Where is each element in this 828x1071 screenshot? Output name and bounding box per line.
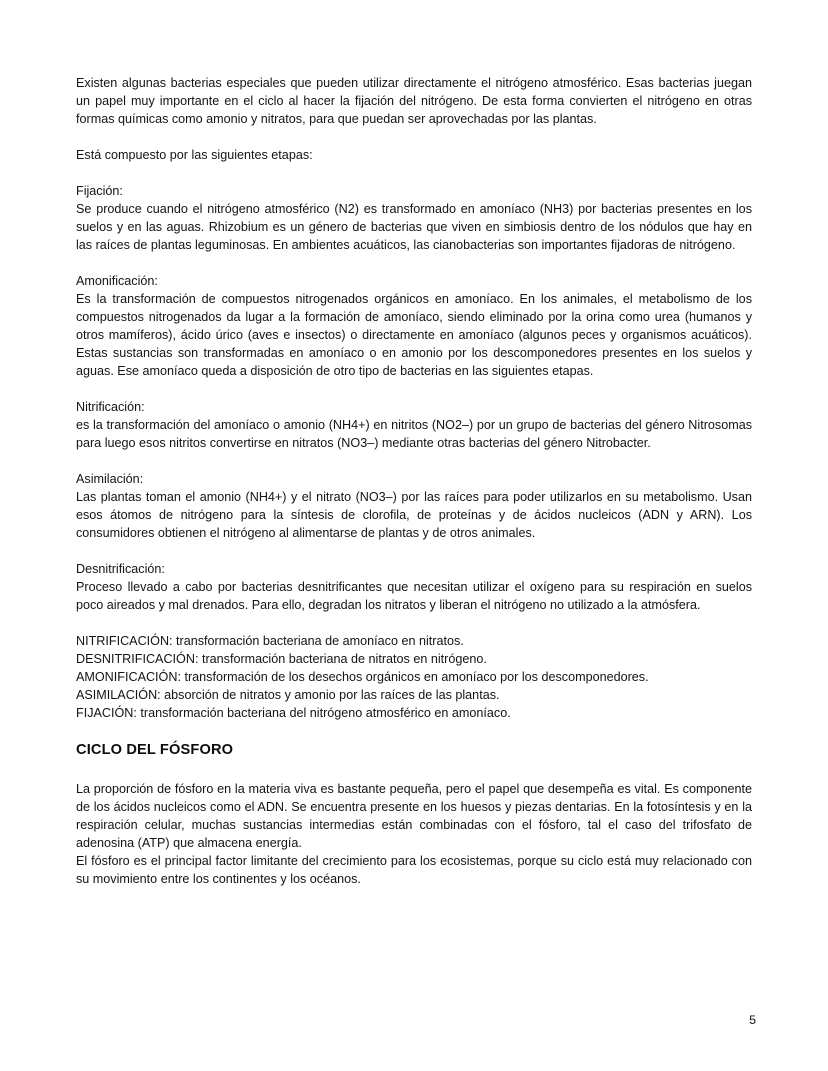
stage-desnitrificacion-text: Proceso llevado a cabo por bacterias desnitrificantes que necesitan utilizar el oxígeno para su respiración en suelos poco aireados y mal drenados. Para ello, degradan los nitratos y liberan el nitrógeno no utilizado a la atmósfera. — [76, 580, 752, 612]
stage-asimilacion-text: Las plantas toman el amonio (NH4+) y el nitrato (NO3–) por las raíces para poder utilizarlos en su metabolismo. Usan esos átomos de nitrógeno para la síntesis de clorofila, de proteínas y de ácidos nucleicos (ADN y ARN). Los consumidores obtienen el nitrógeno al alimentarse de plantas y de otros animales. — [76, 490, 752, 540]
stage-asimilacion-label: Asimilación: — [76, 472, 144, 486]
stage-nitrificacion-text: es la transformación del amoníaco o amonio (NH4+) en nitritos (NO2–) por un grupo de bacterias del género Nitrosomas para luego esos nitritos convertirse en nitratos (NO3–) mediante otras bacterias del género Nitrobacter. — [76, 418, 752, 450]
stage-fijacion-label: Fijación: — [76, 184, 123, 198]
definition-desnitrificacion: DESNITRIFICACIÓN: transformación bacteriana de nitratos en nitrógeno. — [76, 652, 487, 666]
stage-fijacion-text: Se produce cuando el nitrógeno atmosférico (N2) es transformado en amoníaco (NH3) por bacterias presentes en los suelos y en las aguas. Rhizobium es un género de bacterias que viven en simbiosis dentro de los nódulos que hay en las raíces de plantas leguminosas. En ambientes acuáticos, las cianobacterias son importantes fijadoras de nitrógeno. — [76, 202, 752, 252]
page-content — [76, 74, 752, 888]
stage-amonificacion-text: Es la transformación de compuestos nitrogenados orgánicos en amoníaco. En los animales, el metabolismo de los compuestos nitrogenados da lugar a la formación de amoníaco, siendo eliminado por la orina como urea (humanos y otros mamíferos), ácido úrico (aves e insectos) o directamente en amoníaco (algunos peces y organismos acuáticos). Estas sustancias son transformadas en amoníaco o en amonio por los descomponedores presentes en los suelos y aguas. Ese amoníaco queda a disposición de otro tipo de bacterias en las siguientes etapas. — [76, 292, 752, 378]
stage-fijacion — [76, 182, 752, 254]
paragraph-stages-intro: Está compuesto por las siguientes etapas: — [76, 148, 313, 162]
stage-nitrificacion — [76, 398, 752, 452]
stage-amonificacion-label: Amonificación: — [76, 274, 158, 288]
stage-desnitrificacion-label: Desnitrificación: — [76, 562, 165, 576]
page-number: 5 — [749, 1013, 756, 1027]
phosphorus-paragraph-2: El fósforo es el principal factor limitante del crecimiento para los ecosistemas, porque su ciclo está muy relacionado con su movimiento entre los continentes y los océanos. — [76, 854, 752, 886]
definition-fijacion: FIJACIÓN: transformación bacteriana del nitrógeno atmosférico en amoníaco. — [76, 706, 511, 720]
stage-asimilacion — [76, 470, 752, 542]
paragraph-intro: Existen algunas bacterias especiales que pueden utilizar directamente el nitrógeno atmosférico. Esas bacterias juegan un papel muy importante en el ciclo al hacer la fijación del nitrógeno. De esta forma convierten el nitrógeno en otras formas químicas como amonio y nitratos, para que puedan ser aprovechadas por las plantas. — [76, 76, 752, 126]
stage-nitrificacion-label: Nitrificación: — [76, 400, 145, 414]
phosphorus-paragraph-1: La proporción de fósforo en la materia viva es bastante pequeña, pero el papel que desempeña es vital. Es componente de los ácidos nucleicos como el ADN. Se encuentra presente en los huesos y piezas dentarias. En la fotosíntesis y en la respiración celular, muchas sustancias intermedias están combinadas con el fósforo, tal el caso del trifosfato de adenosina (ATP) que almacena energía. — [76, 782, 752, 850]
page-title: CICLO DEL FÓSFORO — [76, 742, 234, 758]
definitions-list — [76, 632, 752, 722]
stage-amonificacion — [76, 272, 752, 380]
definition-amonificacion: AMONIFICACIÓN: transformación de los desechos orgánicos en amoníaco por los descomponedores. — [76, 670, 649, 684]
definition-nitrificacion: NITRIFICACIÓN: transformación bacteriana de amoníaco en nitratos. — [76, 634, 464, 648]
definition-asimilacion: ASIMILACIÓN: absorción de nitratos y amonio por las raíces de las plantas. — [76, 688, 500, 702]
stage-desnitrificacion — [76, 560, 752, 614]
